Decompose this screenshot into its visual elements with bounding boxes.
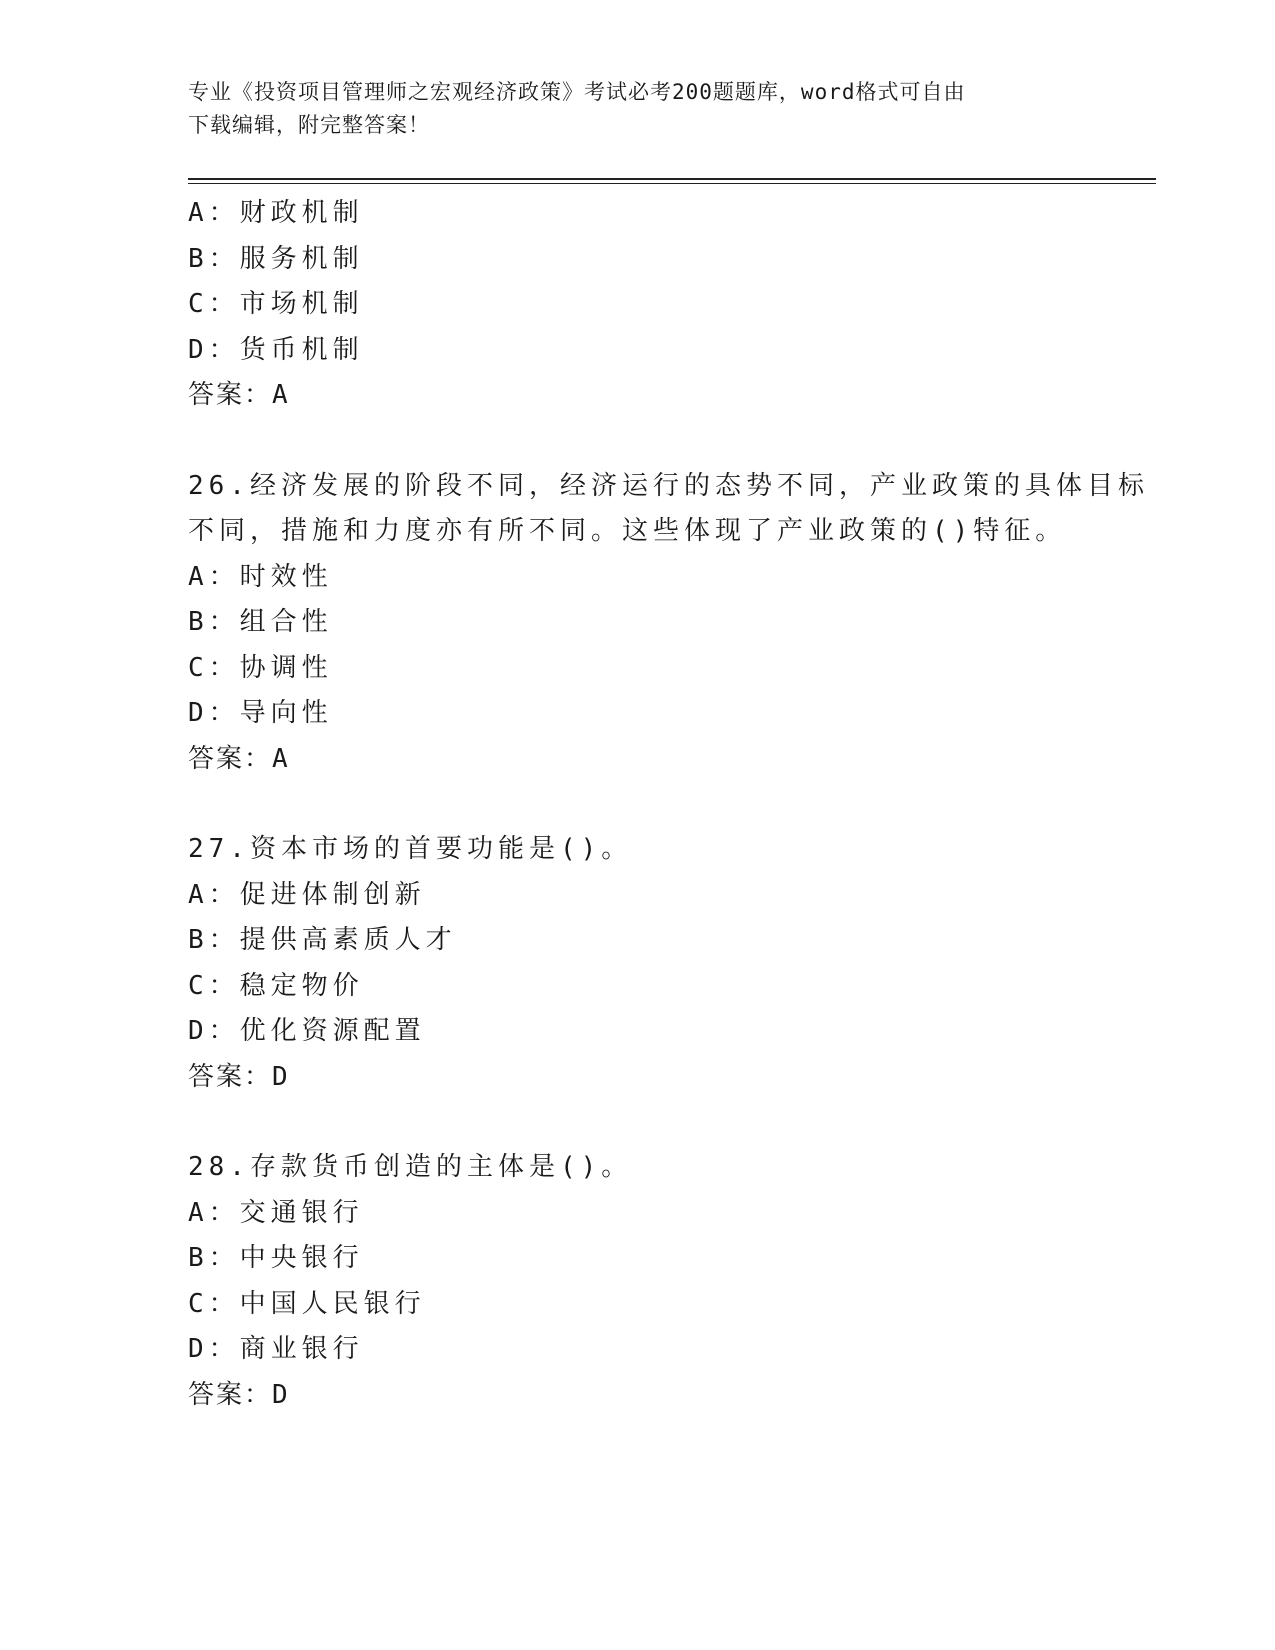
header-rule-thin <box>188 183 1156 184</box>
option-a: A：促进体制创新 <box>188 879 426 910</box>
option-b: B：组合性 <box>188 607 333 637</box>
option-c: C：协调性 <box>188 652 333 683</box>
question-28 <box>188 1145 1156 1418</box>
question-stem: 28.存款货币创造的主体是()。 <box>188 1152 633 1182</box>
option-a: A：时效性 <box>188 561 333 592</box>
question-list <box>188 191 1156 1418</box>
answer: 答案：A <box>188 380 290 410</box>
option-b: B：提供高素质人才 <box>188 925 457 955</box>
option-d: D：优化资源配置 <box>188 1016 426 1046</box>
header-line-1: 专业《投资项目管理师之宏观经济政策》考试必考200题题库，word格式可自由 <box>188 80 966 104</box>
answer: 答案：D <box>188 1061 290 1092</box>
question-25-tail <box>188 191 1156 419</box>
question-stem: 26.经济发展的阶段不同，经济运行的态势不同，产业政策的具体目标 <box>188 470 1149 501</box>
option-d: D：导向性 <box>188 698 333 728</box>
option-b: B：中央银行 <box>188 1243 364 1273</box>
option-d: D：货币机制 <box>188 334 364 365</box>
document-header <box>188 76 1088 142</box>
option-a: A：交通银行 <box>188 1197 364 1228</box>
question-stem-continued: 不同，措施和力度亦有所不同。这些体现了产业政策的()特征。 <box>188 516 1067 546</box>
question-stem: 27.资本市场的首要功能是()。 <box>188 834 633 864</box>
question-26 <box>188 464 1156 783</box>
answer: 答案：A <box>188 743 290 774</box>
option-d: D：商业银行 <box>188 1334 364 1364</box>
answer: 答案：D <box>188 1379 290 1410</box>
header-rule-thick <box>188 178 1156 180</box>
header-line-2: 下载编辑，附完整答案！ <box>188 113 430 137</box>
option-c: C：中国人民银行 <box>188 1288 426 1319</box>
option-c: C：稳定物价 <box>188 970 364 1001</box>
question-27 <box>188 827 1156 1100</box>
option-b: B：服务机制 <box>188 243 364 274</box>
option-c: C：市场机制 <box>188 289 364 319</box>
option-a: A：财政机制 <box>188 198 364 228</box>
